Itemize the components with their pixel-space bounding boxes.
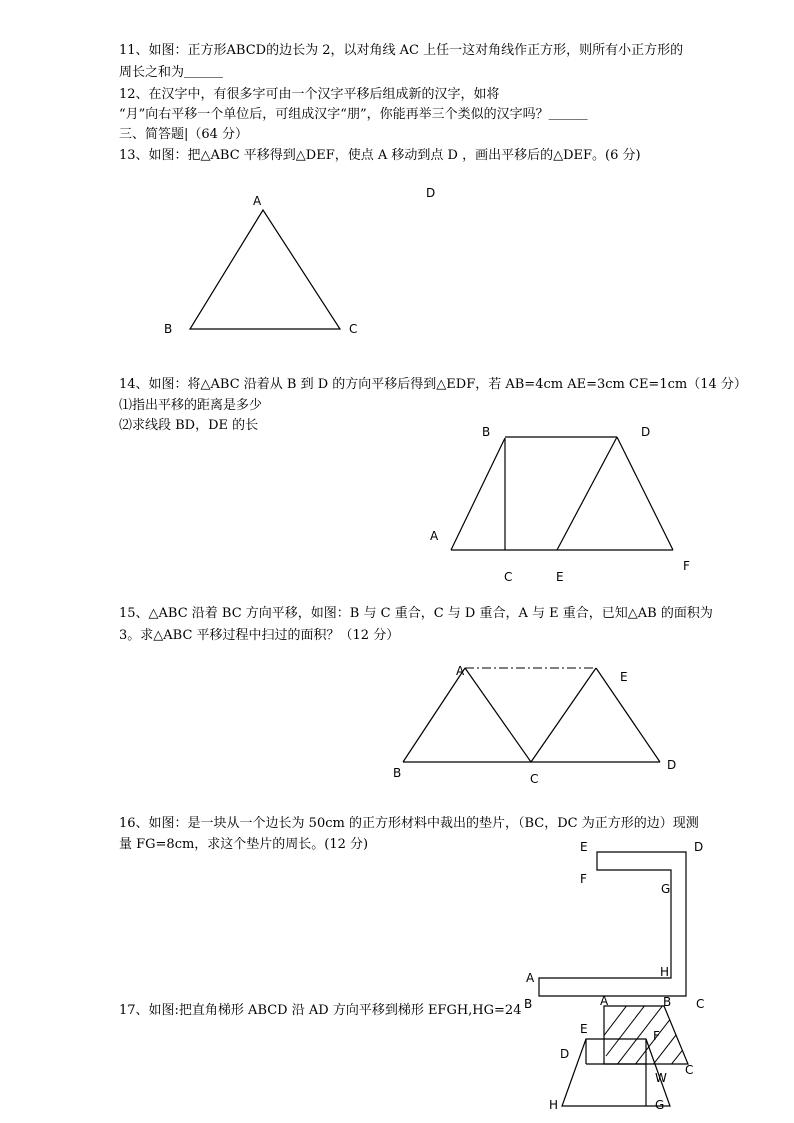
q17-label-w: W — [655, 1071, 667, 1085]
q16-line2: 量 FG=8cm，求这个垫片的周长。(12 分) — [119, 837, 369, 852]
q15-label-d: D — [667, 758, 677, 772]
q15-label-a: A — [456, 664, 465, 678]
q17-label-e: E — [580, 1022, 588, 1036]
q14-sub2: ⑵求线段 BD，DE 的长 — [119, 418, 259, 433]
q16-label-d: D — [694, 840, 704, 854]
q16-label-a: A — [526, 971, 535, 985]
q16-label-f: F — [580, 872, 587, 886]
q15-label-e: E — [620, 670, 628, 684]
q12-line1: 12、在汉字中，有很多字可由一个汉字平移后组成新的汉字，如将 — [119, 87, 500, 102]
q15-label-b: B — [393, 766, 402, 780]
q13-label-d: D — [426, 186, 436, 200]
q17-label-b: B — [663, 995, 672, 1009]
q11-line1: 11、如图：正方形ABCD的边长为 2，以对角线 AC 上任一这对角线作正方形，则所有小正方形的 — [119, 43, 684, 58]
q17-label-g: G — [655, 1098, 665, 1112]
q13-label-b: B — [164, 322, 173, 336]
q14-label-a: A — [430, 529, 439, 543]
q15-line2: 3。求△ABC 平移过程中扫过的面积？（12 分） — [119, 628, 400, 643]
q16-label-c: C — [696, 997, 705, 1011]
q17-label-f: F — [653, 1029, 660, 1043]
q13-label-c: C — [349, 322, 358, 336]
q17-text: 17、如图:把直角梯形 ABCD 沿 AD 方向平移到梯形 EFGH,HG=24 — [119, 1003, 522, 1018]
q17-label-c: C — [685, 1063, 694, 1077]
q14-label-c: C — [504, 570, 513, 584]
q14-label-e: E — [556, 570, 564, 584]
q17-label-h: H — [549, 1098, 559, 1112]
q17-label-a: A — [600, 994, 609, 1008]
q17-trapezoid-efgh — [562, 1039, 670, 1106]
q16-label-g: G — [661, 882, 671, 896]
q16-label-e: E — [580, 840, 588, 854]
q13-text: 13、如图：把△ABC 平移得到△DEF，使点 A 移动到点 D ，画出平移后的△DEF。(6 分) — [119, 148, 641, 163]
q17-label-d: D — [560, 1047, 570, 1061]
q15-line1: 15、△ABC 沿着 BC 方向平移，如图：B 与 C 重合，C 与 D 重合，A 与 E 重合，已知△AB 的面积为 — [119, 606, 713, 621]
q12-line2: “月”向右平移一个单位后，可组成汉字“朋”，你能再举三个类似的汉字吗？＿＿＿ — [119, 107, 588, 122]
q15-label-c: C — [530, 772, 539, 786]
q16-line1: 16、如图：是一块从一个边长为 50cm 的正方形材料中裁出的垫片，（BC，DC 为正方形的边）现测 — [119, 816, 699, 831]
q14-label-d: D — [641, 425, 651, 439]
q16-label-b: B — [524, 997, 533, 1011]
section-3-heading: 三、简答题|（64 分） — [119, 127, 249, 142]
q16-label-h: H — [660, 965, 670, 979]
q14-label-f: F — [683, 559, 690, 573]
q14-label-b: B — [482, 425, 491, 439]
q14-sub1: ⑴指出平移的距离是多少 — [119, 398, 263, 413]
q11-line2: 周长之和为＿＿＿ — [119, 65, 224, 80]
q13-label-a: A — [253, 194, 262, 208]
q14-text: 14、如图：将△ABC 沿着从 B 到 D 的方向平移后得到△EDF，若 AB=4cm AE=3cm CE=1cm（14 分） — [119, 377, 747, 392]
